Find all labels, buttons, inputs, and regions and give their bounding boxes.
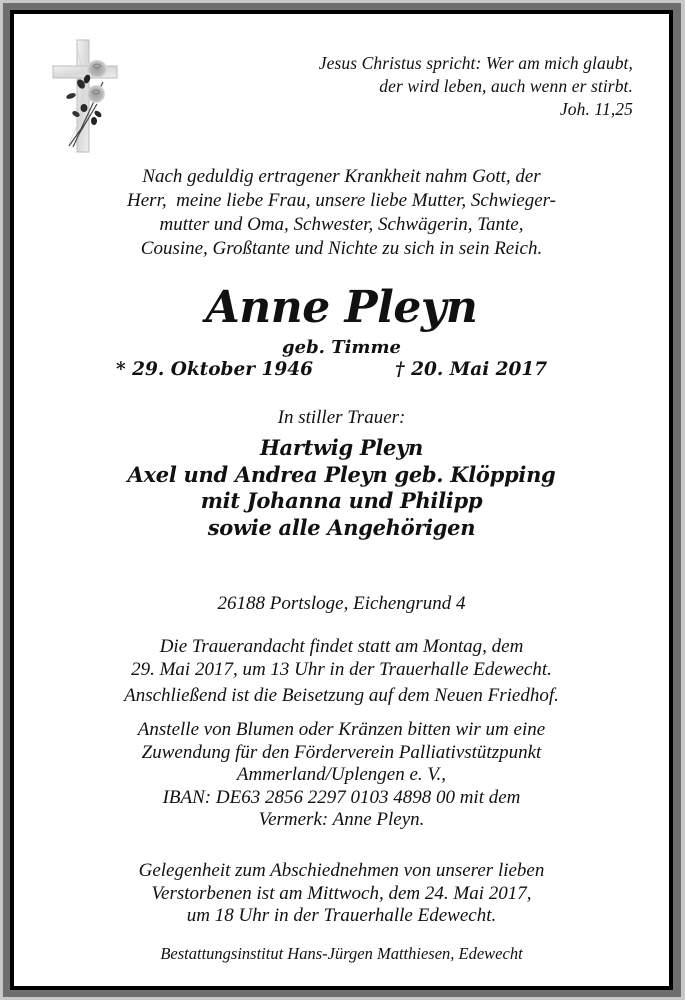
quote-line: der wird leben, auch wenn er stirbt. <box>379 76 633 96</box>
mourners-list <box>14 435 669 541</box>
intro-line: Cousine, Großtante und Nichte zu sich in sein Reich. <box>140 238 543 259</box>
life-dates <box>14 358 669 384</box>
viewing-line: um 18 Uhr in der Trauerhalle Edewecht. <box>186 905 497 926</box>
donation-line: Zuwendung für den Förderverein Palliativstützpunkt <box>141 741 542 763</box>
maiden-name: geb. Timme <box>282 337 401 358</box>
viewing-line: Gelegenheit zum Abschiednehmen von unserer lieben <box>138 860 545 881</box>
mourner-line: sowie alle Angehörigen <box>207 514 476 540</box>
viewing-line: Verstorbenen ist am Mittwoch, dem 24. Mai 2017, <box>151 882 532 904</box>
burial-info: Anschließend ist die Beisetzung auf dem Neuen Friedhof. <box>124 685 559 706</box>
mourner-line: Axel und Andrea Pleyn geb. Klöpping <box>127 461 556 487</box>
intro-line: Nach geduldig ertragener Krankheit nahm Gott, der <box>142 166 541 187</box>
obituary-notice <box>14 14 669 986</box>
quote-reference: Joh. 11,25 <box>559 99 633 119</box>
mourner-line: mit Johanna und Philipp <box>200 488 483 513</box>
service-line: Die Trauerandacht findet statt am Montag, dem <box>159 636 524 657</box>
intro-paragraph <box>14 165 669 261</box>
viewing-info <box>14 860 669 928</box>
iban-line: IBAN: DE63 2856 2297 0103 4898 00 mit dem <box>162 786 521 808</box>
mourner-line: Hartwig Pleyn <box>260 435 423 460</box>
deceased-name: Anne Pleyn <box>205 282 478 333</box>
donation-line: Ammerland/Uplengen e. V., <box>236 764 447 785</box>
mourners-label: In stiller Trauer: <box>277 407 406 428</box>
bible-quote <box>319 52 633 121</box>
cross-with-roses-icon <box>51 34 121 154</box>
intro-line: mutter und Oma, Schwester, Schwägerin, Tante, <box>159 214 524 235</box>
donation-info <box>14 719 669 832</box>
intro-line: Herr, meine liebe Frau, unsere liebe Mutter, Schwieger- <box>127 190 556 211</box>
family-address: 26188 Portsloge, Eichengrund 4 <box>217 593 466 614</box>
death-date: † 20. Mai 2017 <box>395 359 548 380</box>
donation-line: Anstelle von Blumen oder Kränzen bitten wir um eine <box>137 719 546 740</box>
donation-line: Vermerk: Anne Pleyn. <box>258 809 425 830</box>
service-info <box>14 636 669 681</box>
service-line: 29. Mai 2017, um 13 Uhr in der Trauerhalle Edewecht. <box>131 658 552 680</box>
undertaker-credit: Bestattungsinstitut Hans-Jürgen Matthiesen, Edewecht <box>160 944 523 963</box>
birth-date: * 29. Oktober 1946 <box>116 359 313 380</box>
quote-line: Jesus Christus spricht: Wer am mich glaubt, <box>318 53 633 73</box>
